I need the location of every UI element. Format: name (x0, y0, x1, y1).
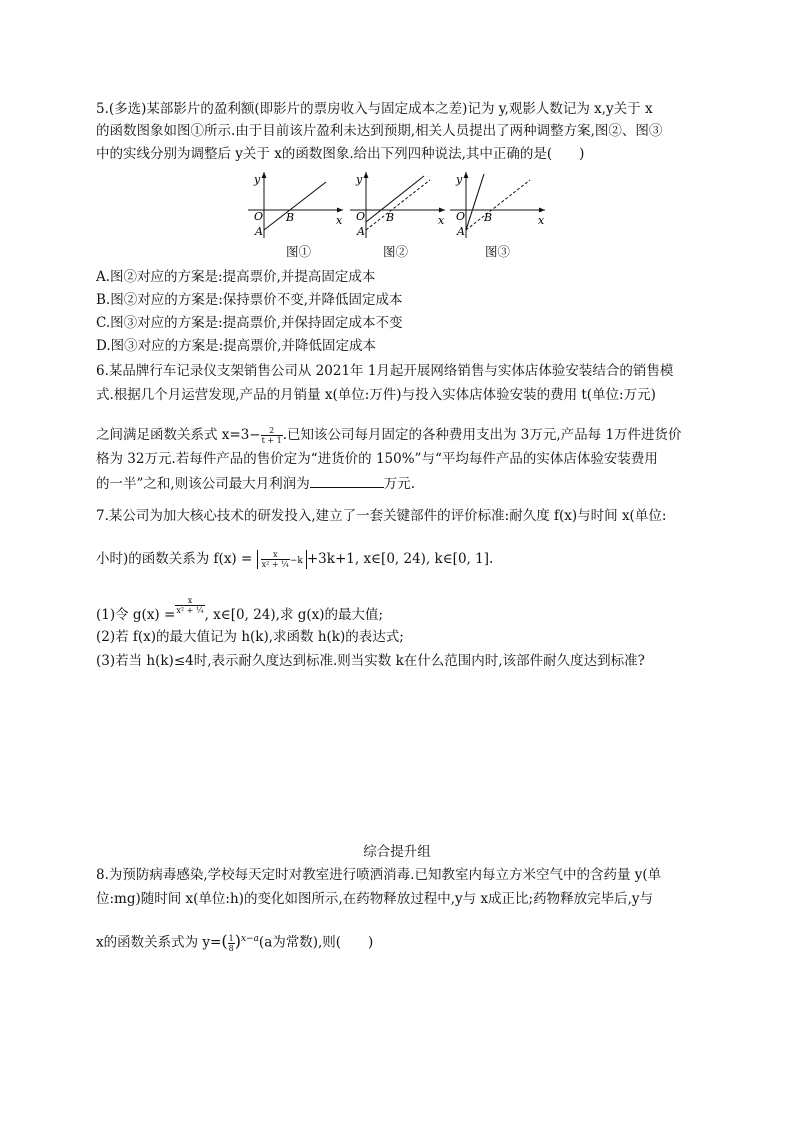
q7-line-2 (96, 548, 704, 570)
y-axis-label: y (356, 173, 363, 186)
x-axis-label: x (438, 214, 445, 227)
point-b-label: B (286, 211, 295, 224)
g-frac-numerator: x (175, 596, 204, 606)
g-fraction (175, 596, 204, 615)
y-axis-label: y (456, 173, 463, 186)
q6-line-3-pre: 之间满足函数关系式 x=3− (96, 427, 261, 443)
q8-line-1: 8.为预防病毒感染,学校每天定时对教室进行喷洒消毒.已知教室内每立方米空气中的含药量 y(单 (96, 867, 662, 883)
q8-exponent: x−a (240, 934, 259, 944)
q6-line-3-post: .已知该公司每月固定的各种费用支出为 3万元,产品每 1万件进货价 (282, 427, 682, 443)
point-b-label: B (386, 211, 395, 224)
point-a-label: A (255, 225, 263, 238)
q6-line-5-pre: 的一半”之和,则该公司最大月利润为 (96, 476, 310, 492)
q6-line-4: 格为 32万元.若每件产品的售价定为“进货价的 150%”与“平均每件产品的实体店体验安装费用 (96, 451, 658, 467)
q5-line-2: 的函数图象如图①所示.由于目前该片盈利未达到预期,相关人员提出了两种调整方案,图②、图③ (96, 123, 663, 139)
graph-figure-2 (350, 168, 450, 240)
q8-line-3-pre: x的函数关系式为 y= (96, 934, 222, 951)
q5-option-c: C.图③对应的方案是:提高票价,并保持固定成本不变 (96, 315, 403, 331)
g-frac-denominator: x² + ¼ (176, 606, 204, 615)
origin-label: O (356, 210, 366, 223)
q5-line-3: 中的实线分别为调整后 y关于 x的函数图象.给出下列四种说法,其中正确的是( ) (96, 146, 585, 162)
absolute-value-expression (257, 550, 307, 569)
q8-base-denominator: 8 (228, 943, 234, 953)
paren-open: ( (221, 931, 228, 951)
x-axis-label: x (538, 214, 545, 227)
q6-line-3 (96, 424, 704, 446)
q7-sub-1 (96, 596, 704, 626)
section-title: 综合提升组 (363, 844, 431, 860)
q5-line-1: 5.(多选)某部影片的盈利额(即影片的票房收入与固定成本之差)记为 y,观影人数记为 x,y关于 x (96, 101, 653, 117)
q8-line-3-post: (a为常数),则( ) (258, 934, 374, 951)
q8-base-fraction (228, 934, 235, 953)
x-axis-label: x (336, 214, 343, 227)
q5-option-a: A.图②对应的方案是:提高票价,并提高固定成本 (96, 269, 376, 285)
y-axis-label: y (254, 173, 261, 186)
answer-blank[interactable] (310, 473, 384, 488)
paren-close: ) (234, 931, 241, 951)
q7-sub-2: (2)若 f(x)的最大值记为 h(k),求函数 h(k)的表达式; (96, 629, 404, 645)
q6-line-5-post: 万元. (383, 476, 415, 492)
point-b-label: B (484, 211, 493, 224)
q7-sub-1-post: , x∈[0, 24),求 g(x)的最大值; (204, 607, 384, 623)
origin-label: O (254, 210, 264, 223)
q7-line-2-post: +3k+1, x∈[0, 24), k∈[0, 1]. (306, 551, 494, 567)
caption-figure-3: 图③ (485, 244, 511, 259)
point-a-label: A (457, 225, 465, 238)
q7-abs-tail: −k (289, 556, 303, 566)
q6-line-5 (96, 473, 704, 495)
q8-line-2: 位:mg)随时间 x(单位:h)的变化如图所示,在药物释放过程中,y与 x成正比;药物释放完毕后,y与 (96, 891, 654, 907)
q7-frac-denominator: x² + ¼ (261, 560, 289, 569)
graph-figure-1 (248, 168, 348, 240)
q7-line-2-pre: 小时)的函数关系为 f(x) = (96, 551, 253, 567)
caption-figure-2: 图② (383, 244, 409, 259)
caption-figure-1: 图① (286, 244, 312, 259)
point-a-label: A (357, 225, 365, 238)
q7-fraction (261, 550, 290, 569)
q6-line-1: 6.某品牌行车记录仪支架销售公司从 2021年 1月起开展网络销售与实体店体验安装结合的销售模 (96, 363, 674, 379)
q7-sub-1-pre: (1)令 g(x) = (96, 607, 176, 623)
q6-frac-denominator: t + 1 (261, 436, 282, 445)
graph-figure-3 (450, 168, 550, 240)
q6-fraction (261, 426, 283, 445)
q5-option-b: B.图②对应的方案是:保持票价不变,并降低固定成本 (96, 292, 403, 308)
q8-line-3 (96, 928, 704, 954)
origin-label: O (456, 210, 466, 223)
q5-option-d: D.图③对应的方案是:提高票价,并降低固定成本 (96, 338, 376, 354)
q6-line-2: 式.根据几个月运营发现,产品的月销量 x(单位:万件)与投入实体店体验安装的费用 t(单位:万元) (96, 387, 656, 403)
q7-frac-numerator: x (261, 550, 290, 560)
q7-line-1: 7.某公司为加大核心技术的研发投入,建立了一套关键部件的评价标准:耐久度 f(x)与时间 x(单位: (96, 508, 667, 524)
q7-sub-3: (3)若当 h(k)≤4时,表示耐久度达到标准.则当实数 k在什么范围内时,该部件耐久度达到标准? (96, 653, 645, 669)
q8-base-numerator: 1 (228, 933, 234, 943)
q6-frac-numerator: 2 (261, 426, 283, 436)
